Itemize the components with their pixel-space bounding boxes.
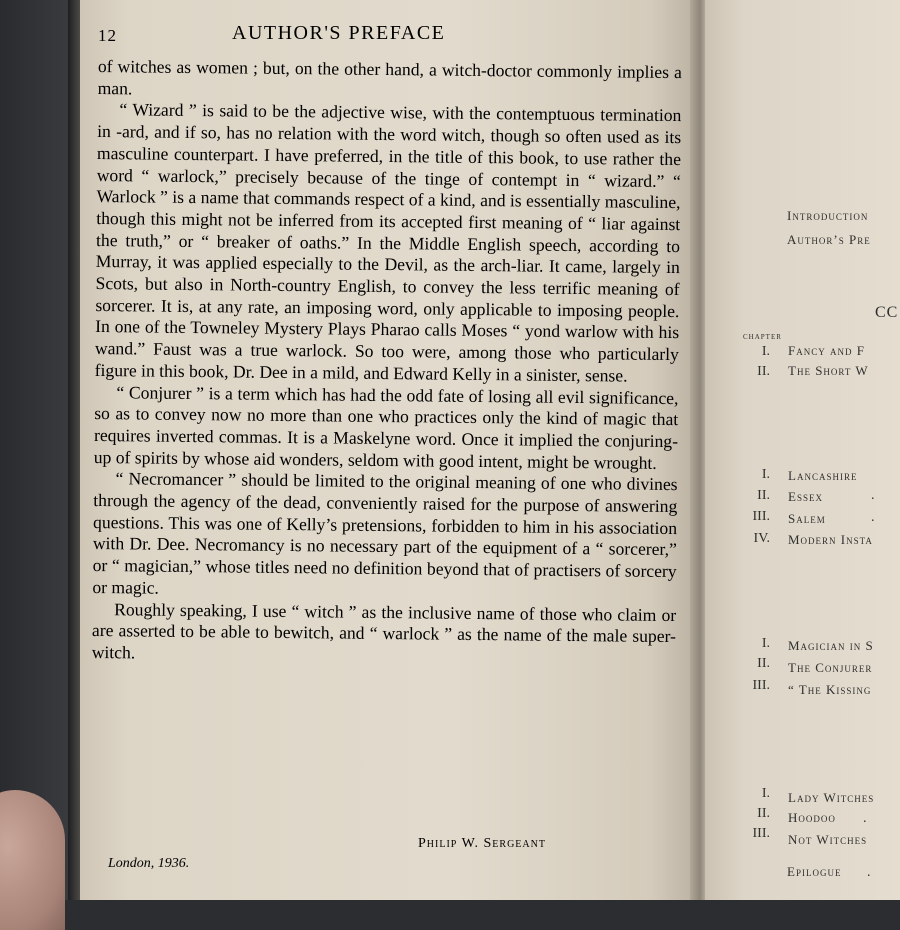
toc-title: Lancashire xyxy=(788,468,858,483)
toc-leader-dot: . xyxy=(867,865,871,880)
toc-title: Magician in S xyxy=(788,638,874,653)
toc-title: Modern Insta xyxy=(788,532,873,547)
running-head: AUTHOR'S PREFACE xyxy=(232,22,446,44)
toc-number: II. xyxy=(757,806,770,821)
toc-number: IV. xyxy=(753,531,770,546)
toc-leader-dot: . xyxy=(871,488,875,503)
toc-title: Not Witches xyxy=(788,832,868,847)
toc-introduction: Introduction xyxy=(787,208,869,223)
toc-title: “ The Kissing xyxy=(788,682,872,697)
toc-title: Hoodoo xyxy=(788,810,836,825)
author-signature: Philip W. Sergeant xyxy=(418,836,546,851)
toc-number: I. xyxy=(761,636,770,651)
toc-number: I. xyxy=(761,786,770,801)
paragraph: Roughly speaking, I use “ witch ” as the inclusive name of those who claim or are asserted to be able to bewitch, and “ warlock ” as the name of the male super-witch. xyxy=(91,598,677,663)
right-page xyxy=(705,0,900,900)
toc-number: III. xyxy=(752,678,770,693)
toc-leader-dot: . xyxy=(871,510,875,525)
preface-body xyxy=(92,56,682,670)
toc-title: Lady Witches xyxy=(788,790,875,805)
toc-epilogue: Epilogue xyxy=(787,864,842,879)
paragraph: “ Necromancer ” should be limited to the original meaning of one who divines through the agency of the dead, conveniently raised for the purpose of answering questions. This was one of Kelly’s pretensions, forbidden to him in his association with Dr. Dee. Necromancy is no necessary part of the equipment of a “ sorcerer,” or “ magician,” whose titles need no definition beyond that of practisers of sorcery or magic. xyxy=(92,468,678,598)
toc-number: II. xyxy=(757,364,770,379)
paragraph: “ Conjurer ” is a term which has had the odd fate of losing all evil significance, so as to convey now no more than one who practices only the kind of magic that requires inverted commas. It is a Maskelyne word. Once it implied the conjuring-up of spirits by whose aid wonders, seldom with good intent, might be wrought. xyxy=(93,381,679,473)
toc-title: Essex xyxy=(788,489,823,504)
paragraph: “ Wizard ” is said to be the adjective wise, with the contemptuous termination in -ard, and if so, has no relation with the word witch, though so often used as its masculine counterpart. I have preferred, in the title of this book, to use rather the word “ warlock,” precisely because of the tinge of contempt in “ wizard.” “ Warlock ” is a name that commands respect of a kind, and is essentially masculine, though this might not be inferred from its accepted first meaning of “ liar against the truth,” or “ breaker of oaths.” In the Middle English speech, according to Murray, it was applied especially to the Devil, as the arch-liar. It came, largely in Scots, but also in North-country English, to convey the less terrific meaning of sorcerer. It is, at any rate, an imposing word, only applicable to imposing people. In one of the Towneley Mystery Plays Pharao calls Moses “ yond warlow with his wand.” Faust was a true warlock. So too were, among those who particularly figure in this book, Dr. Dee in a mild, and Edward Kelly in a sinister, sense. xyxy=(94,99,682,386)
toc-number: III. xyxy=(752,826,770,841)
place-date: London, 1936. xyxy=(108,856,190,871)
contents-heading: CC xyxy=(875,304,899,321)
toc-number: I. xyxy=(761,467,770,482)
toc-title: Salem xyxy=(788,511,826,526)
toc-leader-dot: . xyxy=(863,811,867,826)
toc-title: Fancy and F xyxy=(788,343,865,358)
toc-number: II. xyxy=(757,656,770,671)
background-left xyxy=(0,0,70,900)
toc-number: I. xyxy=(761,344,770,359)
page-number: 12 xyxy=(98,26,117,45)
chapter-label: CHAPTER xyxy=(743,333,782,341)
toc-number: III. xyxy=(752,509,770,524)
toc-authors-preface: Author’s Pre xyxy=(787,232,871,247)
toc-number: II. xyxy=(757,488,770,503)
paragraph: of witches as women ; but, on the other hand, a witch-doctor commonly implies a man. xyxy=(97,56,682,99)
finger xyxy=(0,790,65,930)
toc-title: The Short W xyxy=(788,363,869,378)
toc-title: The Conjurer xyxy=(788,660,873,675)
